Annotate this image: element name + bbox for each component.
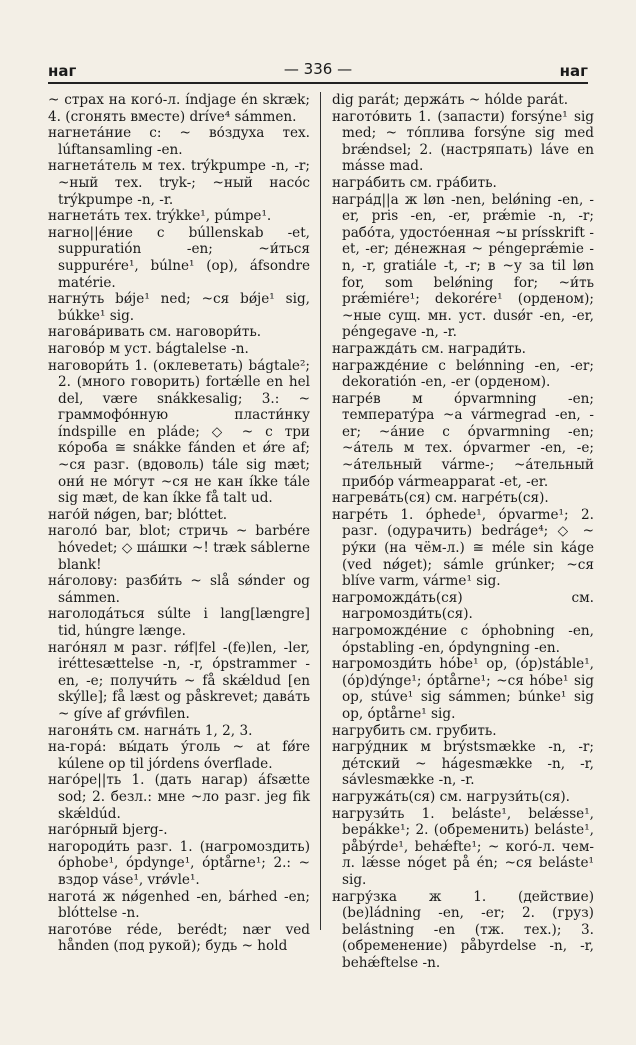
dictionary-entry: нагнета́ть тех. trýkke¹, púmpe¹. <box>48 208 272 225</box>
dictionary-entry: награжде́ние с belǿnning -en, -er; dekoratión -en, -er (орденом). <box>332 357 594 391</box>
dictionary-entry: наговóр м уст. bágtalelse -n. <box>48 340 249 357</box>
dictionary-entry: наго́ре||ть 1. (дать нагар) áfsætte sod; 2. безл.: мне ~ло разг. jeg fik skǽldúd. <box>48 772 310 822</box>
dictionary-entry: нагоня́ть см. нагна́ть 1, 2, 3. <box>48 722 253 739</box>
dictionary-entry: наголода́ться súlte i lang[længre] tid, húngre længe. <box>48 606 310 639</box>
dictionary-entry: нагру́зка ж 1. (действие) (be)ládning -en, -er; 2. (груз) belástning -en (тж. тех.); 3. (обременение) påbyrdelse -n, -r, behǽftelse -n. <box>332 888 594 971</box>
dictionary-entry: нагно||е́ние с búllenskab -et, suppuratión -en; ~и́ться suppurére¹, búlne¹ (op), áfsondre matérie. <box>48 224 310 291</box>
dictionary-entry: нагова́ривать см. наговори́ть. <box>48 324 262 341</box>
dictionary-entry: нагромозди́ть hóbe¹ op, (óp)stáble¹, (óp)dýnge¹; óptårne¹; ~ся hóbe¹ sig op, stúve¹ sig sámmen; búnke¹ sig op, óptårne¹ sig. <box>332 656 594 722</box>
dictionary-entry: на́голову: разби́ть ~ slå sǿnder og sámmen. <box>48 573 310 606</box>
dictionary-entry: наго́нял м разг. rǿf|fel -(fe)len, -ler, iréttesættelse -n, -r, ópstrammer -en, -e; получи́ть ~ få skǽldud [en skýlle]; få læst og påskrevet; дава́ть ~ gíve af grǿvfilen. <box>48 639 310 722</box>
dictionary-entry: наго́й nǿgen, bar; blóttet. <box>48 506 228 523</box>
dictionary-entry: нагрузи́ть 1. beláste¹, belǽsse¹, bepákke¹; 2. (обременить) beláste¹, påbýrde¹, behǽfte¹; ~ кого́-л. чем-л. lǽsse nóget på én; ~ся beláste¹ sig. <box>332 805 594 888</box>
page-columns <box>48 92 594 1032</box>
right-column <box>332 92 594 971</box>
dictionary-entry: наголо́ bar, blot; стричь ~ barbére hóvedet; ◇ ша́шки ~! træk sáblerne blank! <box>48 523 310 573</box>
dictionary-entry: нагнета́тель м тех. trýkpumpe -n, -r; ~ный тех. tryk-; ~ный насо́с trýkpumpe -n, -r. <box>48 158 310 208</box>
dictionary-entry: нагроможда́ть(ся) см. нагромозди́ть(ся). <box>332 589 594 623</box>
dictionary-entry: нагроможде́ние с óphobning -en, ópstabling -en, ópdyngning -en. <box>332 623 594 656</box>
dictionary-entry: нагота́ ж nǿgenhed -en, bárhed -en; blóttelse -n. <box>48 888 310 922</box>
dictionary-entry: нагороди́ть разг. 1. (нагромоздить) óphobe¹, ópdynge¹, óptårne¹; 2.: ~ вздор váse¹, vrǿvle¹. <box>48 838 310 888</box>
dictionary-entry: нагре́в м ópvarmning -en; температу́ра ~а vármegrad -en, -er; ~а́ние с ópvarmning -en; ~а́тель м тех. ópvarmer -en, -e; ~а́тельный várme-; ~а́тельный прибо́р vármeapparat -et, -er. <box>332 390 594 490</box>
dictionary-entry: нагну́ть bǿje¹ ned; ~ся bǿje¹ sig, búkke¹ sig. <box>48 291 310 324</box>
dictionary-entry: нагрубить см. грубить. <box>332 722 497 739</box>
dictionary-entry: ~ страх на кого́-л. índjage én skræk; 4. (сгонять вместе) dríve⁴ sámmen. <box>48 92 310 125</box>
column-divider <box>320 92 321 930</box>
dictionary-entry: нагружа́ть(ся) см. нагрузи́ть(ся). <box>332 788 570 805</box>
dictionary-entry: нагру́дник м brýstsmække -n, -r; де́тский ~ hágesmække -n, -r, sávlesmække -n, -r. <box>332 739 594 789</box>
dictionary-entry: dig parát; держа́ть ~ hólde parát. <box>332 92 569 108</box>
dictionary-entry: на-гора́: вы́дать у́голь ~ at fǿre kúlene op til jórdens óverflade. <box>48 739 310 772</box>
dictionary-entry: нагре́ть 1. óphede¹, ópvarme¹; 2. разг. (одурачить) bedráge⁴; ◇ ~ ру́ки (на чём-л.) ≅ méle sin káge (ved nǿget); sámle grúnker; ~ся blíve varm, várme¹ sig. <box>332 506 594 590</box>
guide-word-right: наг <box>559 62 588 80</box>
dictionary-entry: нагото́вить 1. (запасти) forsýne¹ sig med; ~ то́плива forsýne sig med brǽndsel; 2. (настряпать) láve en másse mad. <box>332 108 594 175</box>
dictionary-entry: нагото́ве réde, berédt; nær ved hånden (под рукой); будь ~ hold <box>48 921 310 955</box>
left-column <box>48 92 310 955</box>
page-header <box>48 58 588 84</box>
dictionary-entry: наговори́ть 1. (оклеветать) bágtale²; 2. (много говорить) fortǽlle en hel del, være snákkesalig; 3.: ~ граммофо́нную пласти́нку índspille en pláde; ◇ ~ с три ко́роба ≅ snákke fánden et ǿre af; ~ся разг. (вдоволь) tále sig mæt; они́ не мо́гут ~ся не кан íkke tále sig mæt, de kan íkke få talt ud. <box>48 357 310 507</box>
dictionary-entry: награ́бить см. гра́бить. <box>332 174 497 191</box>
dictionary-entry: награжда́ть см. награди́ть. <box>332 340 526 357</box>
dictionary-entry: наго́рный bjerg-. <box>48 822 168 839</box>
dictionary-entry: нагнета́ние с: ~ во́здуха тех. lúftansamling -en. <box>48 125 310 158</box>
dictionary-entry: нагрева́ть(ся) см. нагре́ть(ся). <box>332 490 549 507</box>
page-number: — 336 — <box>283 60 353 78</box>
guide-word-left: наг <box>48 62 77 80</box>
dictionary-entry: награ́д||а ж løn -nen, belǿning -en, -er, pris -en, -er, prǽmie -n, -r; рабо́та, удосто́енная ~ы prísskrift -et, -er; де́нежная ~ péngeprǽmie -n, -r, gratiále -t, -r; в ~у за til løn for, som belǿning for; ~и́ть prǽmiére¹; dekorére¹ (орденом); ~ные сущ. мн. уст. dusǿr -en, -er, péngegave -n, -r. <box>332 191 594 341</box>
